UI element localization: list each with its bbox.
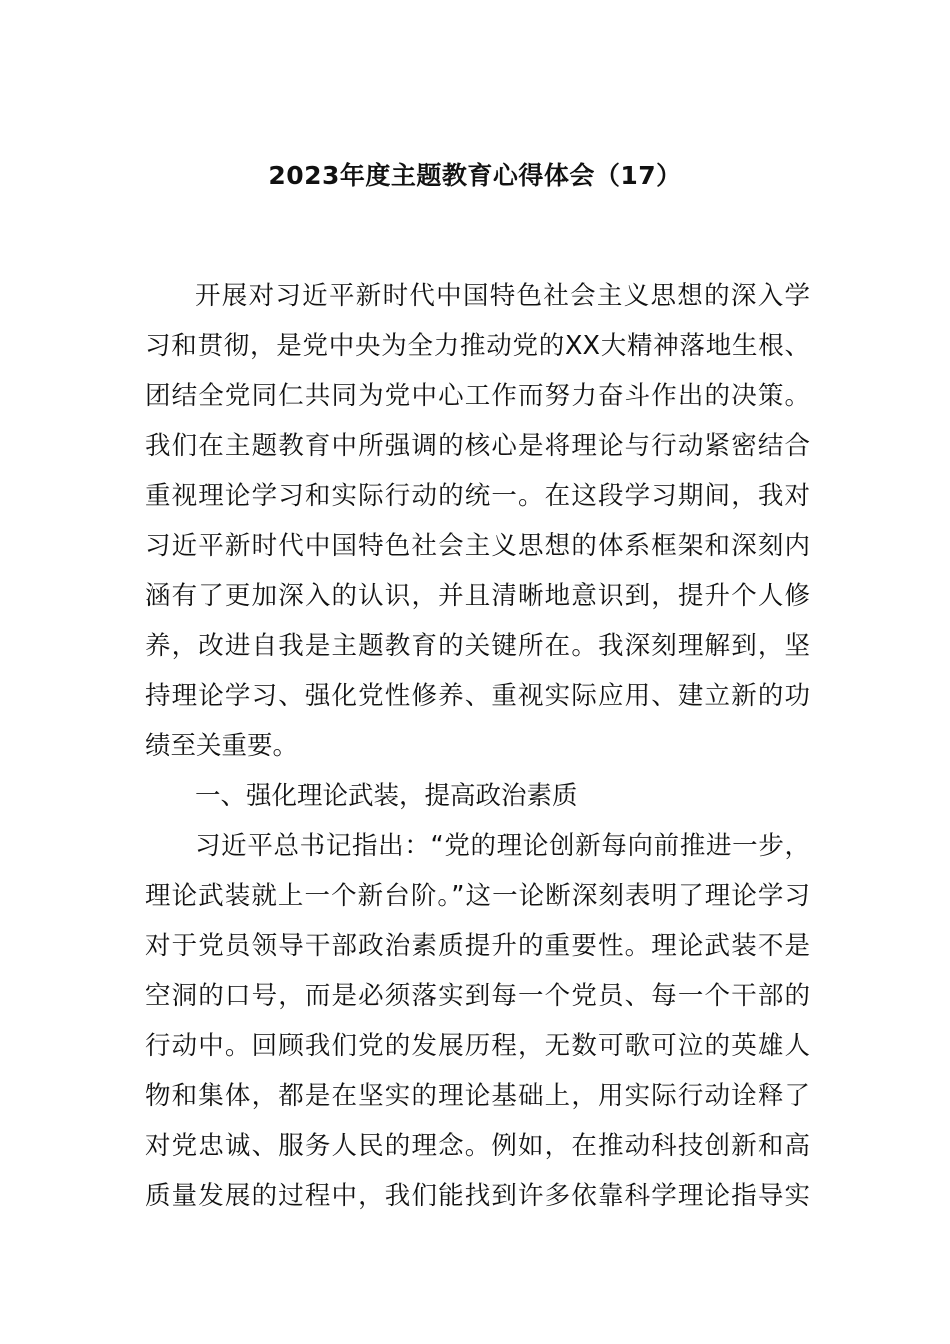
paragraph-line: 团结全党同仁共同为党中心工作而努力奋斗作出的决策。 — [145, 381, 810, 411]
paragraph-line: 重视理论学习和实际行动的统一。在这段学习期间，我对 — [145, 481, 810, 511]
paragraph-line: 绩至关重要。 — [145, 731, 299, 761]
paragraph-line: 我们在主题教育中所强调的核心是将理论与行动紧密结合 — [145, 431, 810, 461]
paragraph-line: 质量发展的过程中，我们能找到许多依靠科学理论指导实 — [145, 1181, 810, 1211]
paragraph-line: 行动中。回顾我们党的发展历程，无数可歌可泣的英雄人 — [145, 1031, 810, 1061]
paragraph-line: 涵有了更加深入的认识，并且清晰地意识到，提升个人修 — [145, 581, 810, 611]
paragraph-line: 空洞的口号，而是必须落实到每一个党员、每一个干部的 — [145, 981, 810, 1011]
paragraph-line: 持理论学习、强化党性修养、重视实际应用、建立新的功 — [145, 681, 810, 711]
paragraph-line: 养，改进自我是主题教育的关键所在。我深刻理解到，坚 — [145, 631, 810, 661]
paragraph-line: 习近平新时代中国特色社会主义思想的体系框架和深刻内 — [145, 531, 810, 561]
paragraph-line: 习和贯彻，是党中央为全力推动党的XX大精神落地生根、 — [145, 331, 810, 361]
paragraph-line: 习近平总书记指出：“党的理论创新每向前推进一步， — [195, 831, 810, 861]
paragraph-line: 物和集体，都是在坚实的理论基础上，用实际行动诠释了 — [145, 1081, 810, 1111]
paragraph-line: 对于党员领导干部政治素质提升的重要性。理论武装不是 — [145, 931, 810, 961]
paragraph-line: 开展对习近平新时代中国特色社会主义思想的深入学 — [195, 281, 810, 311]
paragraph-line: 理论武装就上一个新台阶。”这一论断深刻表明了理论学习 — [145, 881, 810, 911]
document-title: 2023年度主题教育心得体会（17） — [268, 161, 682, 190]
paragraph-line: 对党忠诚、服务人民的理念。例如，在推动科技创新和高 — [145, 1131, 810, 1161]
section-heading: 一、强化理论武装，提高政治素质 — [195, 781, 578, 811]
